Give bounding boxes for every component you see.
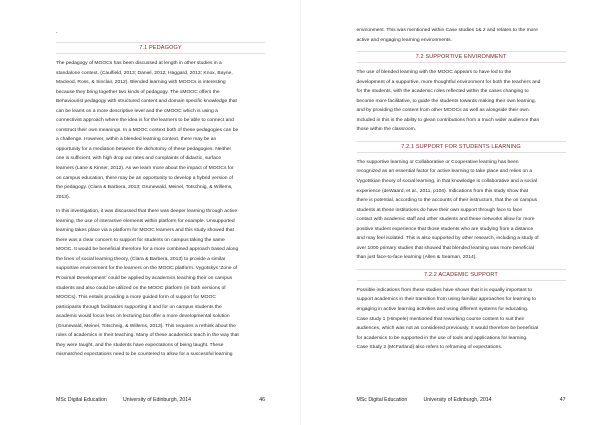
paragraph (357, 158, 566, 263)
text-line: they were taught, and the students have expectations of being taught. These (56, 342, 224, 348)
text-line: over 1000 primary studies that showed that blended learning was more beneficial (356, 245, 534, 251)
text-line: Behaviourist pedagogy with structured content and domain specific knowledge that (56, 99, 237, 105)
text-line: become more facilitative, to guide the students towards making their own learning, (356, 98, 536, 104)
text-line: those within the classroom. (356, 127, 417, 133)
section-heading-support-for-students-learning: 7.2.1 SUPPORT FOR STUDENTS LEARNING (357, 141, 566, 153)
text-line: experience (deWaard, et al., 2011, p104). Indications from this study show that (356, 188, 529, 194)
text-line: recognized as an essential factor for active learning to take place and relies on a (356, 169, 533, 175)
paragraph (357, 286, 566, 353)
text-line: students at these institutions do have their own support through face to face (356, 207, 523, 213)
page-number: 46 (259, 397, 265, 403)
text-line: environment. This was mentioned within Case studies 1& 2 and relates to the more (356, 28, 538, 33)
text-line: Macleod, Ross, & Sinclair, 2012). Blended learning with MOOCs is interesting (56, 80, 226, 86)
text-line: a challenge. However, within a blended learning context, there may be an (56, 137, 217, 143)
page-number: 47 (559, 397, 566, 403)
text-line: contact with academic staff and other students and these networks allow for more (356, 217, 535, 223)
footer-university: University of Edinburgh, 2014 (423, 397, 492, 403)
footer-programme: MSc Digital Education (56, 397, 107, 403)
text-line: the lines of social learning theory, (Clara & Barbera, 2013) to provide a similar (56, 256, 226, 262)
page-footer (56, 397, 265, 403)
text-line: audiences, which was not as considered previously. It would therefore be beneficial (356, 326, 539, 332)
text-line: engaging in active learning activities and using different systems for educating. (356, 307, 529, 313)
text-line: can be learnt on a more descriptive level and the cMOOC which is using a (56, 108, 218, 114)
text-line: and may feel isolated. This is also supported by other research, including a study of (356, 236, 539, 242)
text-line: MOOCs). This entails providing a more guided form of support for MOOC (56, 295, 216, 301)
text-line: MOOC. It would be beneficial therefore for a more combined approach based along (56, 247, 239, 253)
text-line: on campus education, there may be an opportunity to develop a hybrid version of (56, 175, 234, 181)
text-line: The use of blended learning with the MOOC appears to have led to the (356, 70, 512, 76)
text-line: roles of academics in their teaching. Many of these academics teach in the way that (56, 333, 239, 339)
text-line: for academics to be supported in the use of tools and applications for learning. (356, 335, 528, 341)
text-line: there was a clear concern to support for students on campus taking the same (56, 237, 225, 243)
text-line: because they bring together two kinds of pedagogy. The xMOOC offers the (56, 89, 220, 95)
text-line: there is potential, according to the accounts of their instructors, that the on campus (356, 198, 538, 204)
section-heading-supportive-environment: 7.2 SUPPORTIVE ENVIRONMENT (357, 51, 566, 63)
text-line: The supportive learning or Collaborative or Cooperative learning has been (356, 159, 519, 165)
text-line: for the students, with the academic roles reflected within the cases changing to (356, 89, 529, 95)
text-line: development of a supportive, more thoughtful environment for both the teachers and (356, 79, 541, 85)
paragraph (56, 59, 265, 202)
leading-mark: . (56, 29, 58, 35)
text-line: the pedagogy. (Clara & Barbera, 2013; Grunewald, Meinel, Totschnig, & Willems, (56, 185, 233, 191)
text-line: one is sufficient, with high drop out rates and complaints of didactic, surface (56, 156, 222, 162)
page-47 (301, 0, 600, 425)
text-line: Included in this is the ability to glean contributions from a much wider audience than (356, 117, 540, 123)
text-line: In this investigation, it was discussed that there was deeper learning through active (56, 209, 238, 215)
text-line: standalone context. (Caulfield, 2013; Daniel, 2012; Haggard, 2013; Knox, Bayne, (56, 70, 233, 76)
text-line: support academics in their transition from using familiar approaches for learning to (356, 297, 536, 303)
text-line: learners (Lane & Kinser, 2012). As we learn more about the impact of MOOCs for (56, 166, 234, 172)
text-line: opportunity for a mediation between the dichotomy of these pedagogies. Neither (56, 146, 232, 152)
text-line: than just face-to-face learning (Allen & Seaman, 2014). (356, 255, 477, 261)
text-line: Vygotskian theory of social learning, in that knowledge is collaborative and a social (356, 179, 537, 185)
text-line: learning, the use of interactive elements within platform for example. Unsupported (56, 218, 235, 224)
text-line: construct their own meanings. In a MOOC context both of these pedagogies can be (56, 127, 239, 133)
text-line: Possible indications from these studies have shown that it is equally important to (356, 287, 533, 293)
text-line: learning takes place via a platform for MOOC learners and this study showed that (56, 228, 234, 234)
text-line: supportive environment for the learners on the MOOC platform. Vygotskys 'Zone of (56, 266, 238, 272)
text-line: mismatched expectations need to be countered to allow for a successful learning (56, 352, 233, 358)
text-line: positive student experience that those students who are studying from a distance (356, 226, 534, 232)
paragraph (357, 68, 566, 135)
section-heading-pedagogy: 7.1 PEDAGOGY (56, 42, 265, 54)
text-line: and by providing the content from other MOOCs as well as alongside their own. (356, 108, 530, 114)
text-line: (Grunewald, Meinel, Totschnig, & Willems, 2013). This requires a rethink about the (56, 323, 236, 329)
footer-university: University of Edinburgh, 2014 (123, 397, 192, 403)
footer-programme: MSc Digital Education (356, 397, 408, 403)
text-line: academic would focus less on lecturing but offer a more developmental solution (56, 314, 230, 320)
text-line: 2013). (56, 194, 71, 200)
text-line: students and also could be utilized on the MOOC platform (in both versions of (56, 285, 226, 291)
paragraph-continuation (357, 26, 566, 45)
page-content (357, 26, 566, 353)
text-line: Case study 1 (Himpele) mentioned that reworking course content to suit their (356, 316, 525, 322)
text-line: Case Study 2 (McFarland) also refers to reframing of expectations. (356, 345, 503, 351)
text-line: active and engaging learning environments. (356, 37, 453, 43)
text-line: The pedagogy of MOOCs has been discussed at length in other studies in a (56, 61, 222, 66)
text-line: Proximal Development' could be applied by academics teaching their on campus (56, 276, 233, 282)
page-footer (357, 397, 566, 403)
paragraph (56, 207, 265, 360)
text-line: participants through facilitators supporting it and for on campus students the (56, 304, 222, 310)
text-line: connectivist approach where the idea is for the learners to be able to connect and (56, 118, 234, 124)
page-content (56, 28, 265, 360)
section-heading-academic-support: 7.2.2 ACADEMIC SUPPORT (357, 269, 566, 281)
